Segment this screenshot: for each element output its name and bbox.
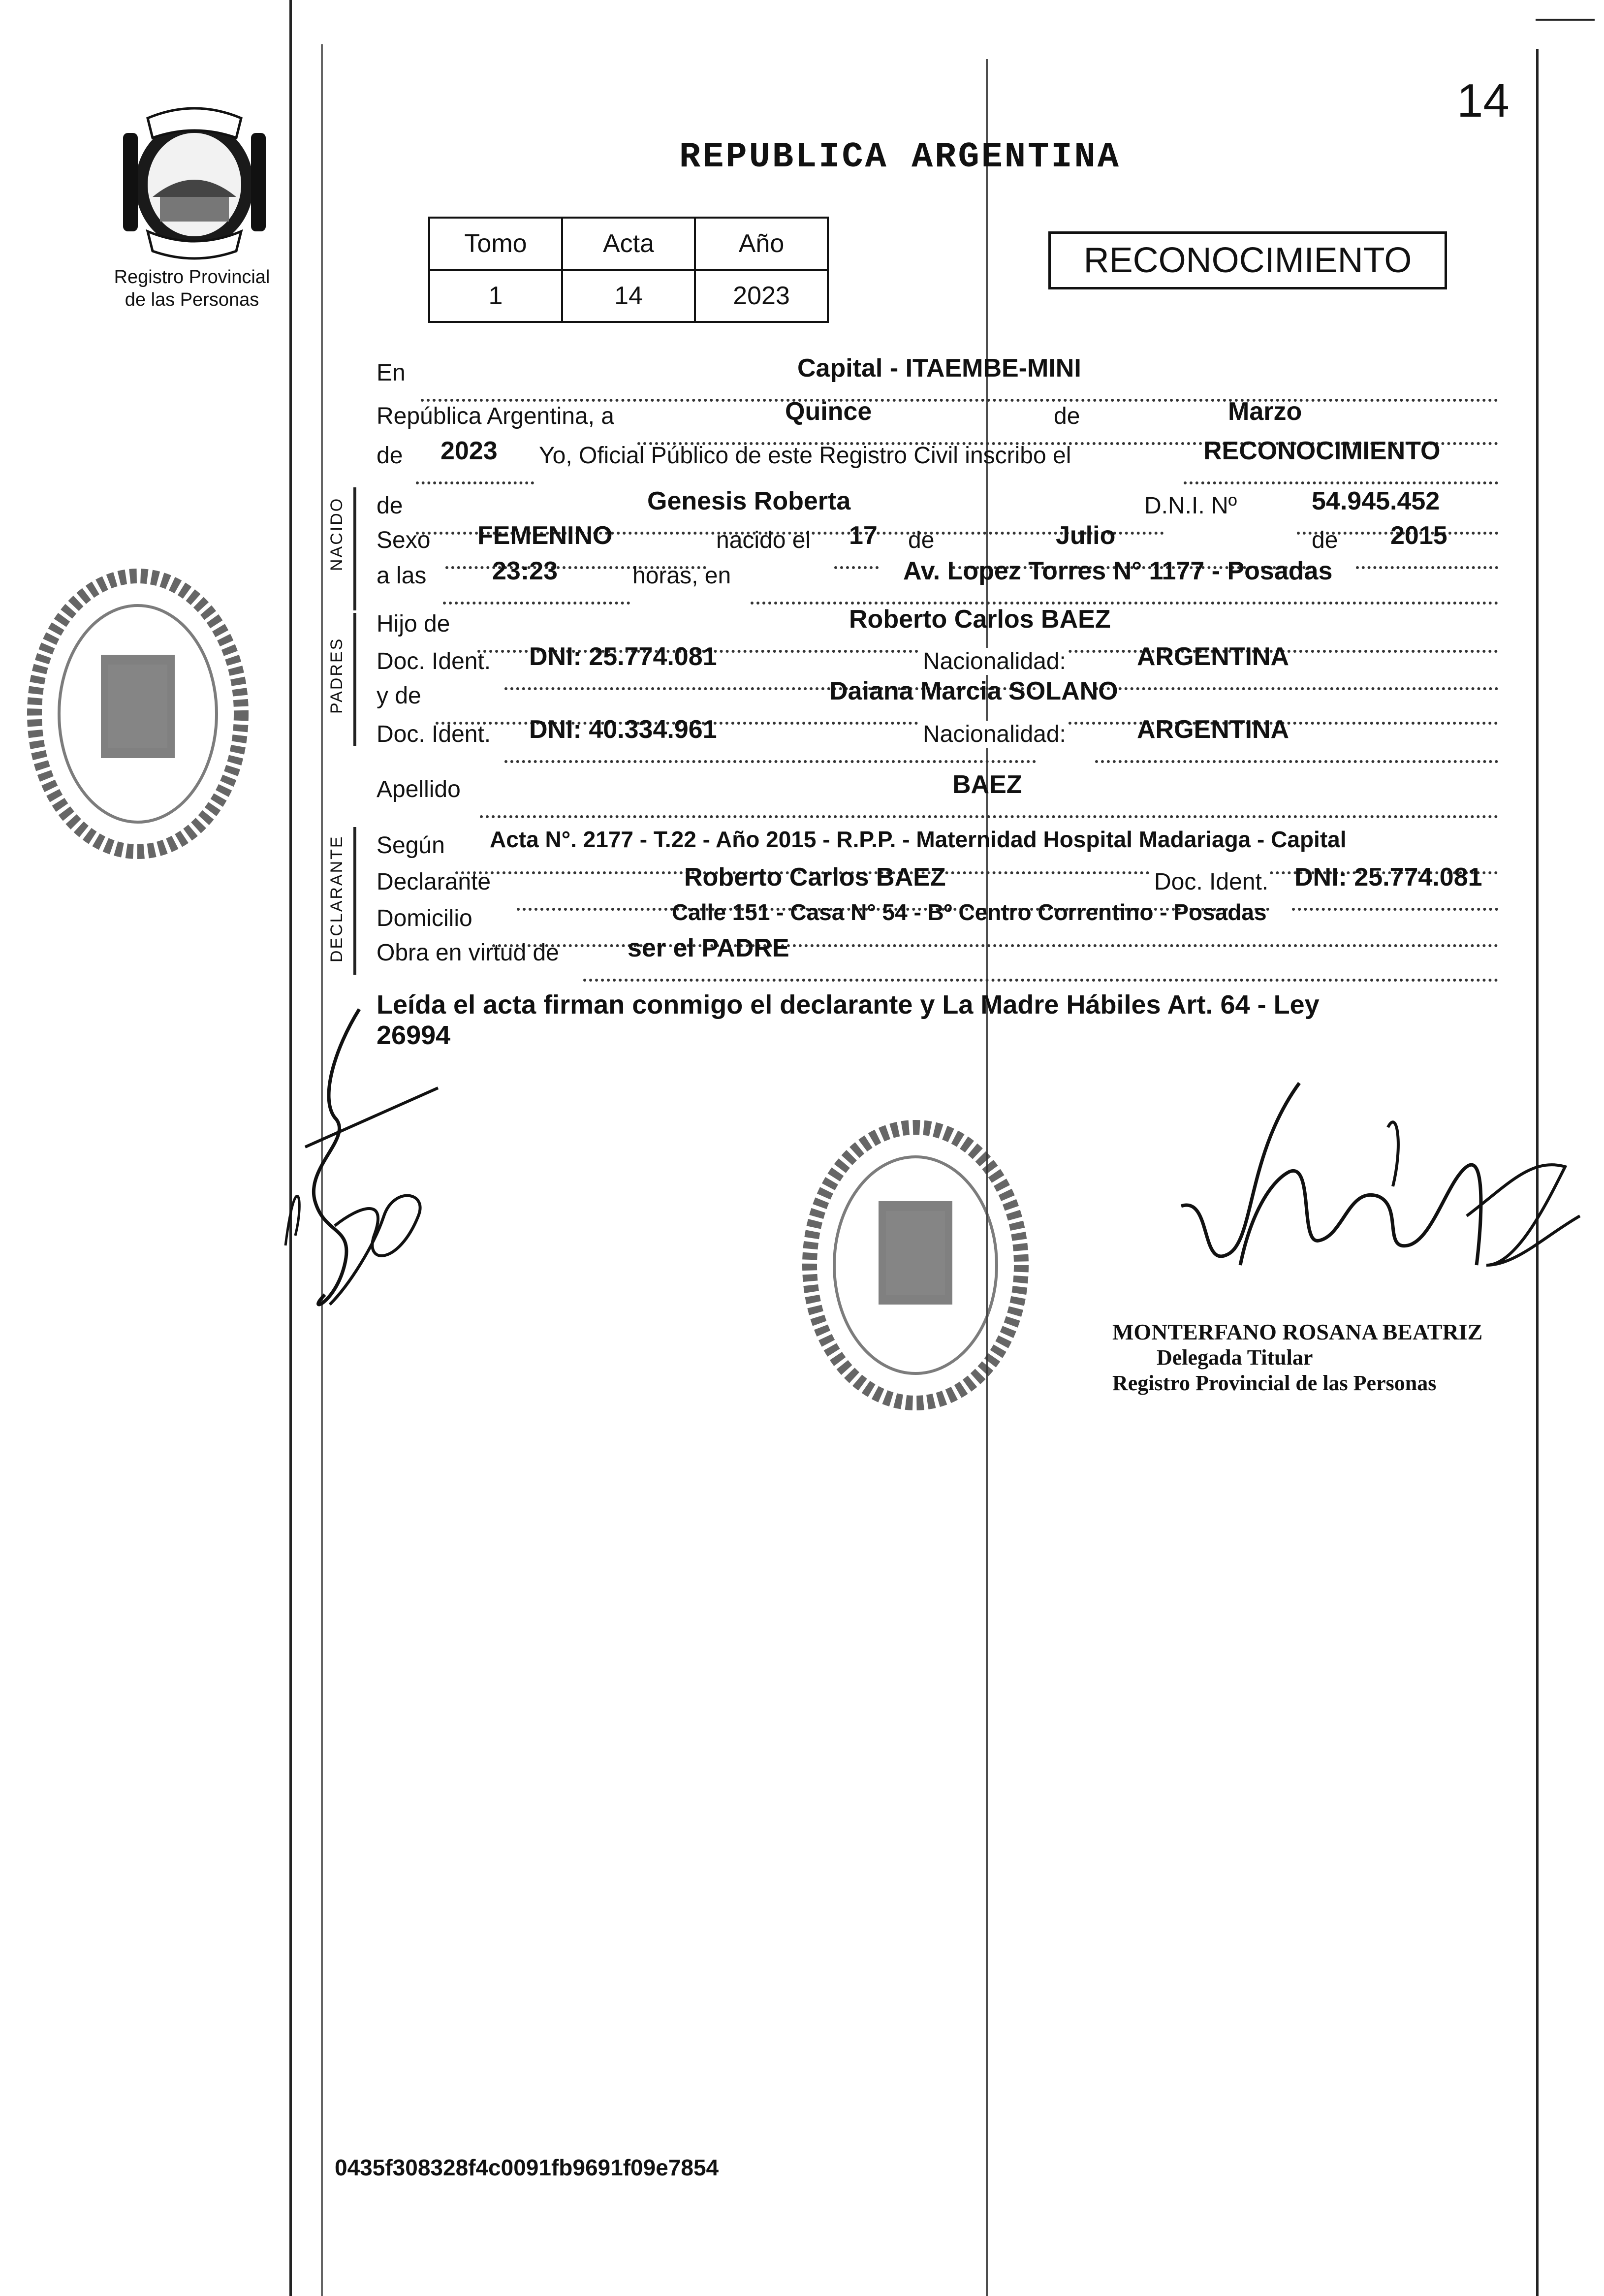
signer-name: MONTERFANO ROSANA BEATRIZ xyxy=(1112,1319,1483,1344)
nac-de-label: de xyxy=(908,527,935,553)
madre-nac-value: ARGENTINA xyxy=(1137,715,1289,744)
closing-line1: Leída el acta firman conmigo el declarante y La Madre Hábiles Art. 64 - Ley xyxy=(377,990,1320,1020)
meta-header-acta: Acta xyxy=(562,218,695,270)
doc2-label: Doc. Ident. xyxy=(377,721,491,747)
en-value: Capital - ITAEMBE-MINI xyxy=(797,354,1081,383)
apellido-label: Apellido xyxy=(377,776,461,802)
hora-value: 23:23 xyxy=(492,557,558,585)
segun-value: Acta N°. 2177 - T.22 - Año 2015 - R.P.P. - Maternidad Hospital Madariaga - Capital xyxy=(490,827,1347,852)
anio-value: 2023 xyxy=(440,437,498,465)
logo-caption xyxy=(89,266,295,311)
y-de-label: y de xyxy=(377,683,421,709)
declarante-section-label: DECLARANTE xyxy=(327,835,346,962)
padre-nac-value: ARGENTINA xyxy=(1137,642,1289,671)
logo-caption-line2: de las Personas xyxy=(125,289,259,310)
mes-value: Marzo xyxy=(1228,397,1302,426)
row-madre-doc xyxy=(377,715,1498,768)
meta-header-tomo: Tomo xyxy=(429,218,562,270)
signature-left xyxy=(276,989,453,1337)
nacido-el-label: nacido el xyxy=(716,527,811,553)
registry-seal-center xyxy=(797,1117,1034,1415)
signer-block xyxy=(1112,1319,1482,1396)
en-label: En xyxy=(377,360,406,386)
padre-value: Roberto Carlos BAEZ xyxy=(849,605,1111,634)
madre-value: Daiana Marcia SOLANO xyxy=(829,677,1118,705)
nacionalidad2-label: Nacionalidad: xyxy=(918,721,1066,748)
a-las-label: a las xyxy=(377,563,427,589)
misiones-logo xyxy=(113,103,276,261)
signer-office: Registro Provincial de las Personas xyxy=(1112,1371,1437,1395)
meta-value-anio: 2023 xyxy=(695,270,828,322)
de2-label: de xyxy=(377,443,403,469)
act-type-box: RECONOCIMIENTO xyxy=(1048,231,1447,289)
nac-de2-label: de xyxy=(1312,527,1338,553)
logo-caption-line1: Registro Provincial xyxy=(114,267,270,287)
doc-label: Doc. Ident. xyxy=(377,648,491,674)
horas-en-label: horas, en xyxy=(632,563,731,589)
padre-doc-value: DNI: 25.774.081 xyxy=(529,642,717,671)
row-hora-lugar xyxy=(377,557,1498,609)
apellido-value: BAEZ xyxy=(952,770,1022,799)
madre-doc-value: DNI: 40.334.961 xyxy=(529,715,717,744)
meta-header-anio: Año xyxy=(695,218,828,270)
declarante-bar xyxy=(353,827,356,975)
hijo-label: Hijo de xyxy=(377,611,450,637)
row-oficial xyxy=(377,437,1498,489)
nac-anio-value: 2015 xyxy=(1390,521,1447,550)
nac-dia-value: 17 xyxy=(849,521,878,550)
sexo-value: FEMENINO xyxy=(477,521,613,550)
row-en xyxy=(377,354,1498,407)
signer-role: Delegada Titular xyxy=(1157,1345,1313,1370)
de-label: de xyxy=(1051,403,1083,430)
meta-value-tomo: 1 xyxy=(429,270,562,322)
document-title: REPUBLICA ARGENTINA xyxy=(679,137,1121,177)
tomo-acta-anio-table xyxy=(428,217,829,323)
dni-label: D.N.I. Nº xyxy=(1139,492,1237,519)
top-right-rule xyxy=(1536,19,1595,21)
signature-right xyxy=(1171,1058,1585,1307)
closing-text xyxy=(377,989,1320,1051)
lugar-value: Av. Lopez Torres N° 1177 - Posadas xyxy=(903,557,1333,585)
obra-value: ser el PADRE xyxy=(628,934,789,962)
padres-section-label: PADRES xyxy=(327,637,346,714)
closing-line2: 26994 xyxy=(377,1020,451,1050)
dni-value: 54.945.452 xyxy=(1312,487,1440,515)
inscribo-value: RECONOCIMIENTO xyxy=(1203,437,1441,465)
row-apellido xyxy=(377,770,1498,823)
nacionalidad-label: Nacionalidad: xyxy=(918,648,1066,675)
segun-label: Según xyxy=(377,832,445,859)
row-obra xyxy=(377,934,1498,987)
document-hash: 0435f308328f4c0091fb9691f09e7854 xyxy=(335,2155,719,2180)
meta-value-row xyxy=(429,270,828,322)
declarante-label: Declarante xyxy=(377,869,491,895)
decl-doc-value: DNI: 25.774.081 xyxy=(1294,863,1482,892)
domicilio-label: Domicilio xyxy=(377,905,472,931)
dia-value: Quince xyxy=(785,397,872,426)
meta-header-row xyxy=(429,218,828,270)
decl-doc-label: Doc. Ident. xyxy=(1149,868,1268,895)
nac-mes-value: Julio xyxy=(1056,521,1116,550)
nacido-bar xyxy=(353,487,356,610)
padres-bar xyxy=(353,613,356,746)
obra-label: Obra en virtud de xyxy=(377,940,559,966)
domicilio-value: Calle 151 - Casa N° 54 - Bº Centro Correntino - Posadas xyxy=(672,899,1267,925)
oficial-text: Yo, Oficial Público de este Registro Civil inscribo el xyxy=(539,443,1071,469)
page-number: 14 xyxy=(1457,74,1510,127)
republica-label: República Argentina, a xyxy=(377,403,614,429)
declarante-value: Roberto Carlos BAEZ xyxy=(684,863,946,892)
sexo-label: Sexo xyxy=(377,527,431,553)
nacido-section-label: NACIDO xyxy=(327,497,346,571)
registry-seal-left xyxy=(22,566,253,864)
nombre-value: Genesis Roberta xyxy=(647,487,851,515)
meta-value-acta: 14 xyxy=(562,270,695,322)
nombre-label: de xyxy=(377,493,403,519)
